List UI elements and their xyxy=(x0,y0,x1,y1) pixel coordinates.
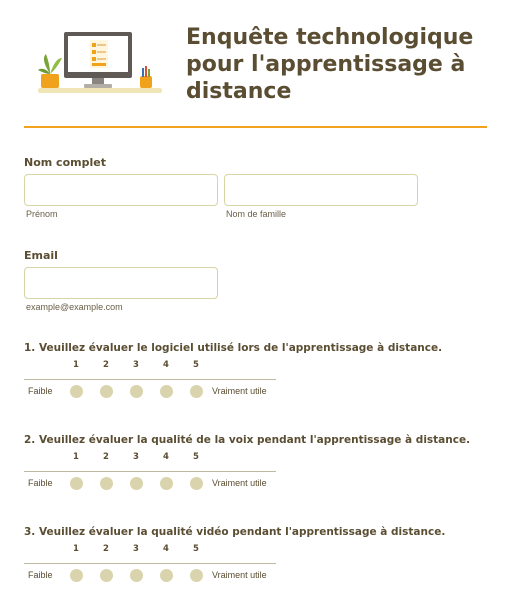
scale-low-label: Faible xyxy=(28,570,53,580)
form-header xyxy=(0,0,512,128)
scale-number: 1 xyxy=(73,452,79,462)
rating-radio-4[interactable] xyxy=(160,385,173,398)
rating-radio-3[interactable] xyxy=(130,385,143,398)
scale-number: 2 xyxy=(103,452,109,462)
question-title: 3. Veuillez évaluer la qualité vidéo pendant l'apprentissage à distance. xyxy=(24,526,446,538)
scale-divider xyxy=(24,379,276,380)
scale-high-label: Vraiment utile xyxy=(212,570,267,580)
scale-number: 1 xyxy=(73,360,79,370)
scale-low-label: Faible xyxy=(28,386,53,396)
rating-question-3 xyxy=(24,526,494,606)
rating-scale xyxy=(24,452,284,502)
scale-number: 4 xyxy=(163,360,169,370)
email-label: Email xyxy=(24,249,58,262)
rating-radio-1[interactable] xyxy=(70,385,83,398)
rating-scale xyxy=(24,544,284,594)
scale-low-label: Faible xyxy=(28,478,53,488)
scale-number: 5 xyxy=(193,452,199,462)
rating-radio-4[interactable] xyxy=(160,477,173,490)
scale-number: 2 xyxy=(103,544,109,554)
question-title: 2. Veuillez évaluer la qualité de la voix pendant l'apprentissage à distance. xyxy=(24,434,471,446)
rating-radio-2[interactable] xyxy=(100,385,113,398)
rating-radio-5[interactable] xyxy=(190,385,203,398)
scale-number: 1 xyxy=(73,544,79,554)
last-name-input[interactable] xyxy=(224,174,418,206)
rating-radio-2[interactable] xyxy=(100,569,113,582)
rating-radio-1[interactable] xyxy=(70,569,83,582)
scale-number: 3 xyxy=(133,544,139,554)
first-name-sublabel: Prénom xyxy=(26,209,58,219)
scale-number: 3 xyxy=(133,452,139,462)
email-input[interactable] xyxy=(24,267,218,299)
rating-radio-4[interactable] xyxy=(160,569,173,582)
scale-number: 5 xyxy=(193,360,199,370)
scale-number: 4 xyxy=(163,544,169,554)
scale-number: 5 xyxy=(193,544,199,554)
rating-radio-5[interactable] xyxy=(190,477,203,490)
scale-number: 2 xyxy=(103,360,109,370)
scale-divider xyxy=(24,471,276,472)
rating-question-1 xyxy=(24,342,494,422)
email-sublabel: example@example.com xyxy=(26,302,123,312)
header-divider xyxy=(24,126,487,128)
rating-radio-1[interactable] xyxy=(70,477,83,490)
scale-high-label: Vraiment utile xyxy=(212,478,267,488)
scale-divider xyxy=(24,563,276,564)
rating-question-2 xyxy=(24,434,494,514)
scale-number: 3 xyxy=(133,360,139,370)
full-name-label: Nom complet xyxy=(24,156,106,169)
question-title: 1. Veuillez évaluer le logiciel utilisé lors de l'apprentissage à distance. xyxy=(24,342,443,354)
rating-scale xyxy=(24,360,284,410)
scale-number: 4 xyxy=(163,452,169,462)
rating-radio-2[interactable] xyxy=(100,477,113,490)
scale-high-label: Vraiment utile xyxy=(212,386,267,396)
first-name-input[interactable] xyxy=(24,174,218,206)
last-name-sublabel: Nom de famille xyxy=(226,209,287,219)
page-title: Enquête technologique pour l'apprentissage à distance xyxy=(186,25,474,104)
rating-radio-5[interactable] xyxy=(190,569,203,582)
computer-desk-plant-icon xyxy=(34,28,166,100)
rating-radio-3[interactable] xyxy=(130,569,143,582)
rating-radio-3[interactable] xyxy=(130,477,143,490)
